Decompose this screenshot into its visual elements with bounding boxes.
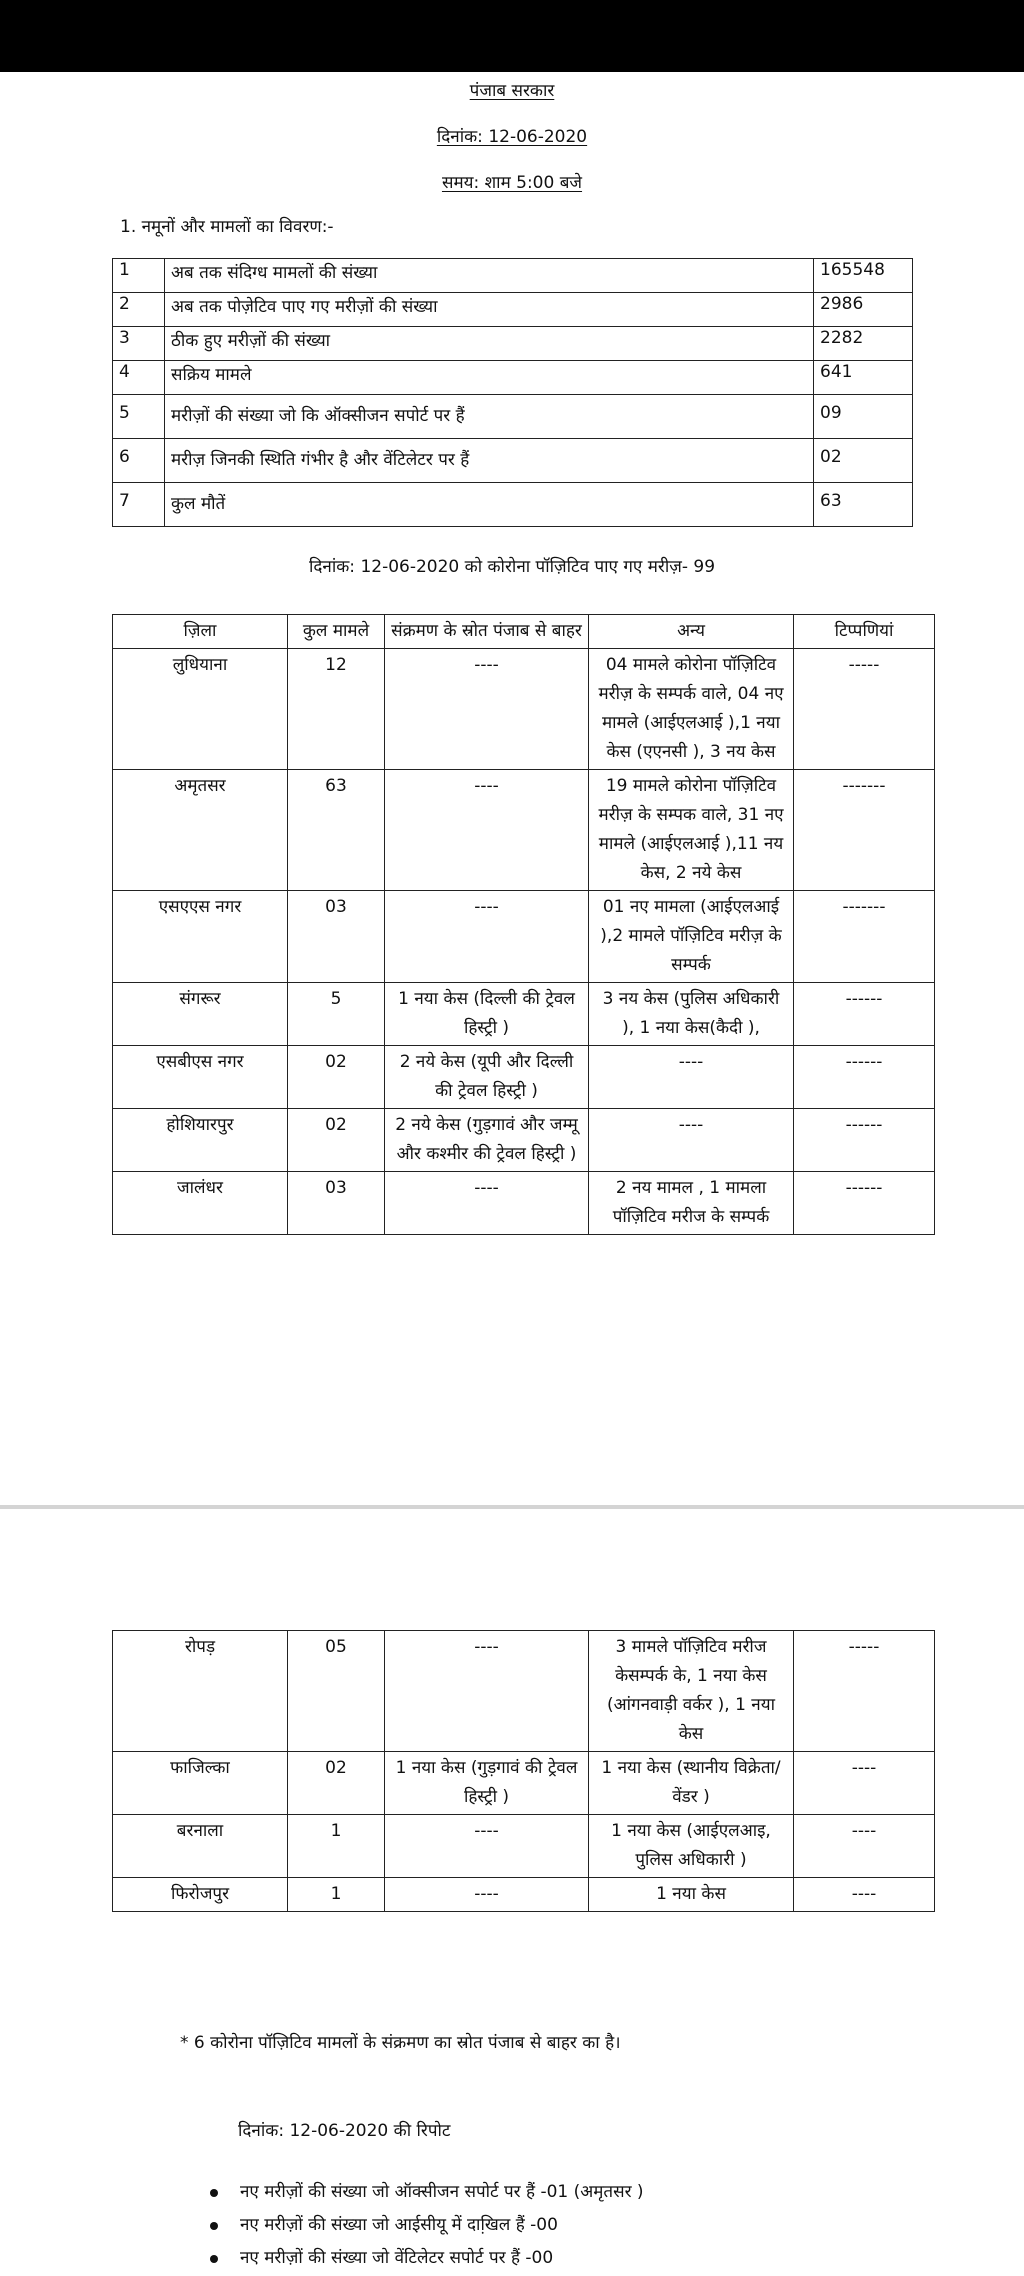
cell-remarks: ---- — [794, 1878, 935, 1912]
cell-other: ---- — [589, 1109, 794, 1172]
summary-label: मरीज़ों की संख्या जो कि ऑक्सीजन सपोर्ट पर हैं — [165, 395, 814, 439]
summary-row — [113, 483, 913, 527]
summary-label: मरीज़ जिनकी स्थिति गंभीर है और वेंटिलेटर पर हैं — [165, 439, 814, 483]
table-header-row — [113, 615, 935, 649]
cell-district: फिरोजपुर — [113, 1878, 288, 1912]
cell-district: बरनाला — [113, 1815, 288, 1878]
cell-total: 63 — [288, 770, 385, 891]
summary-sn: 6 — [113, 439, 165, 483]
table-row — [113, 770, 935, 891]
section-heading: 1. नमूनों और मामलों का विवरण:- — [120, 217, 334, 237]
cell-total: 02 — [288, 1046, 385, 1109]
table-row — [113, 649, 935, 770]
summary-value: 165548 — [814, 259, 913, 293]
cell-other: 1 नया केस (आईएलआइ, पुलिस अधिकारी ) — [589, 1815, 794, 1878]
cell-total: 1 — [288, 1815, 385, 1878]
cell-remarks: ------- — [794, 770, 935, 891]
summary-row — [113, 327, 913, 361]
cell-other: 1 नया केस — [589, 1878, 794, 1912]
cell-other: 3 मामले पॉज़िटिव मरीज केसम्पर्क के, 1 नया केस (आंगनवाड़ी वर्कर ), 1 नया केस — [589, 1631, 794, 1752]
summary-sn: 1 — [113, 259, 165, 293]
cell-other: 04 मामले कोरोना पॉज़िटिव मरीज़ के सम्पर्क वाले, 04 नए मामले (आईएलआई ),1 नया केस (एएनसी ), 3 नय केस — [589, 649, 794, 770]
summary-row — [113, 293, 913, 327]
cell-source: ---- — [385, 1172, 589, 1235]
cell-other: 1 नया केस (स्थानीय विक्रेता/वेंडर ) — [589, 1752, 794, 1815]
cell-remarks: ------- — [794, 891, 935, 983]
cell-source: 1 नया केस (गुड़गावं की ट्रेवल हिस्ट्री ) — [385, 1752, 589, 1815]
summary-label: ठीक हुए मरीज़ों की संख्या — [165, 327, 814, 361]
header-district: ज़िला — [113, 615, 288, 649]
summary-sn: 7 — [113, 483, 165, 527]
cell-remarks: ---- — [794, 1815, 935, 1878]
header-remarks: टिप्पणियां — [794, 615, 935, 649]
summary-label: अब तक संदिग्ध मामलों की संख्या — [165, 259, 814, 293]
cell-district: जालंधर — [113, 1172, 288, 1235]
cell-other: 01 नए मामला (आईएलआई ),2 मामले पॉज़िटिव मरीज़ के सम्पर्क — [589, 891, 794, 983]
cell-district: एसबीएस नगर — [113, 1046, 288, 1109]
summary-sn: 3 — [113, 327, 165, 361]
cell-district: होशियारपुर — [113, 1109, 288, 1172]
summary-sn: 2 — [113, 293, 165, 327]
summary-row — [113, 361, 913, 395]
report-title: दिनांक: 12-06-2020 की रिपोट — [238, 2121, 451, 2141]
table-row — [113, 1631, 935, 1752]
cell-district: फाजिल्का — [113, 1752, 288, 1815]
cell-district: अमृतसर — [113, 770, 288, 891]
positive-cases-caption: दिनांक: 12-06-2020 को कोरोना पॉज़िटिव पाए गए मरीज़- 99 — [308, 557, 716, 577]
district-cases-table — [112, 614, 935, 1235]
summary-label: सक्रिय मामले — [165, 361, 814, 395]
summary-label: कुल मौतें — [165, 483, 814, 527]
table-row — [113, 1046, 935, 1109]
cell-total: 02 — [288, 1109, 385, 1172]
table-row — [113, 1109, 935, 1172]
header-other: अन्य — [589, 615, 794, 649]
list-item: नए मरीज़ों की संख्या जो वेंटिलेटर सपोर्ट पर हैं -00 — [210, 2242, 644, 2275]
list-item: नए मरीज़ों की संख्या जो आईसीयू में दाखि़ल हैं -00 — [210, 2209, 644, 2242]
header-source: संक्रमण के स्रोत पंजाब से बाहर — [385, 615, 589, 649]
cell-total: 05 — [288, 1631, 385, 1752]
page-separator — [0, 1505, 1024, 1509]
summary-value: 641 — [814, 361, 913, 395]
footnote: * 6 कोरोना पॉज़िटिव मामलों के संक्रमण का स्रोत पंजाब से बाहर का है। — [180, 2033, 621, 2053]
cell-district: संगरूर — [113, 983, 288, 1046]
summary-table — [112, 258, 913, 527]
summary-value: 2986 — [814, 293, 913, 327]
summary-value: 09 — [814, 395, 913, 439]
cell-source: ---- — [385, 1631, 589, 1752]
document-date: दिनांक: 12-06-2020 — [436, 127, 588, 147]
cell-other: 3 नय केस (पुलिस अधिकारी ), 1 नया केस(कैदी ), — [589, 983, 794, 1046]
cell-other: 2 नय मामल , 1 मामला पॉज़िटिव मरीज के सम्पर्क — [589, 1172, 794, 1235]
top-black-bar — [0, 0, 1024, 72]
cell-remarks: ----- — [794, 649, 935, 770]
cell-other: 19 मामले कोरोना पॉज़िटिव मरीज़ के सम्पक वाले, 31 नए मामले (आईएलआई ),11 नय केस, 2 नये केस — [589, 770, 794, 891]
summary-value: 63 — [814, 483, 913, 527]
document-time: समय: शाम 5:00 बजे — [441, 173, 583, 193]
summary-row — [113, 439, 913, 483]
summary-row — [113, 259, 913, 293]
cell-remarks: ------ — [794, 1046, 935, 1109]
cell-source: 2 नये केस (गुड़गावं और जम्मू और कश्मीर की ट्रेवल हिस्ट्री ) — [385, 1109, 589, 1172]
table-row — [113, 1878, 935, 1912]
table-row — [113, 1752, 935, 1815]
cell-remarks: ----- — [794, 1631, 935, 1752]
cell-source: ---- — [385, 770, 589, 891]
cell-total: 02 — [288, 1752, 385, 1815]
cell-total: 5 — [288, 983, 385, 1046]
cell-other: ---- — [589, 1046, 794, 1109]
district-cases-table-continued — [112, 1630, 935, 1912]
list-item: नए मरीज़ों की संख्या जो ऑक्सीजन सपोर्ट पर हैं -01 (अमृतसर ) — [210, 2176, 644, 2209]
cell-total: 03 — [288, 1172, 385, 1235]
table-row — [113, 1172, 935, 1235]
cell-remarks: ---- — [794, 1752, 935, 1815]
cell-source: ---- — [385, 649, 589, 770]
summary-label: अब तक पोज़ेटिव पाए गए मरीज़ों की संख्या — [165, 293, 814, 327]
cell-total: 12 — [288, 649, 385, 770]
summary-row — [113, 395, 913, 439]
cell-total: 1 — [288, 1878, 385, 1912]
cell-source: ---- — [385, 1878, 589, 1912]
document-title: पंजाब सरकार — [469, 81, 555, 101]
cell-remarks: ------ — [794, 1109, 935, 1172]
cell-remarks: ------ — [794, 1172, 935, 1235]
summary-value: 2282 — [814, 327, 913, 361]
summary-value: 02 — [814, 439, 913, 483]
cell-remarks: ------ — [794, 983, 935, 1046]
cell-source: 2 नये केस (यूपी और दिल्ली की ट्रेवल हिस्ट्री ) — [385, 1046, 589, 1109]
summary-sn: 5 — [113, 395, 165, 439]
report-list — [210, 2176, 644, 2275]
table-row — [113, 1815, 935, 1878]
cell-source: ---- — [385, 1815, 589, 1878]
summary-sn: 4 — [113, 361, 165, 395]
cell-source: 1 नया केस (दिल्ली की ट्रेवल हिस्ट्री ) — [385, 983, 589, 1046]
cell-district: लुधियाना — [113, 649, 288, 770]
header-total: कुल मामले — [288, 615, 385, 649]
cell-source: ---- — [385, 891, 589, 983]
cell-district: रोपड़ — [113, 1631, 288, 1752]
table-row — [113, 983, 935, 1046]
cell-district: एसएएस नगर — [113, 891, 288, 983]
table-row — [113, 891, 935, 983]
cell-total: 03 — [288, 891, 385, 983]
